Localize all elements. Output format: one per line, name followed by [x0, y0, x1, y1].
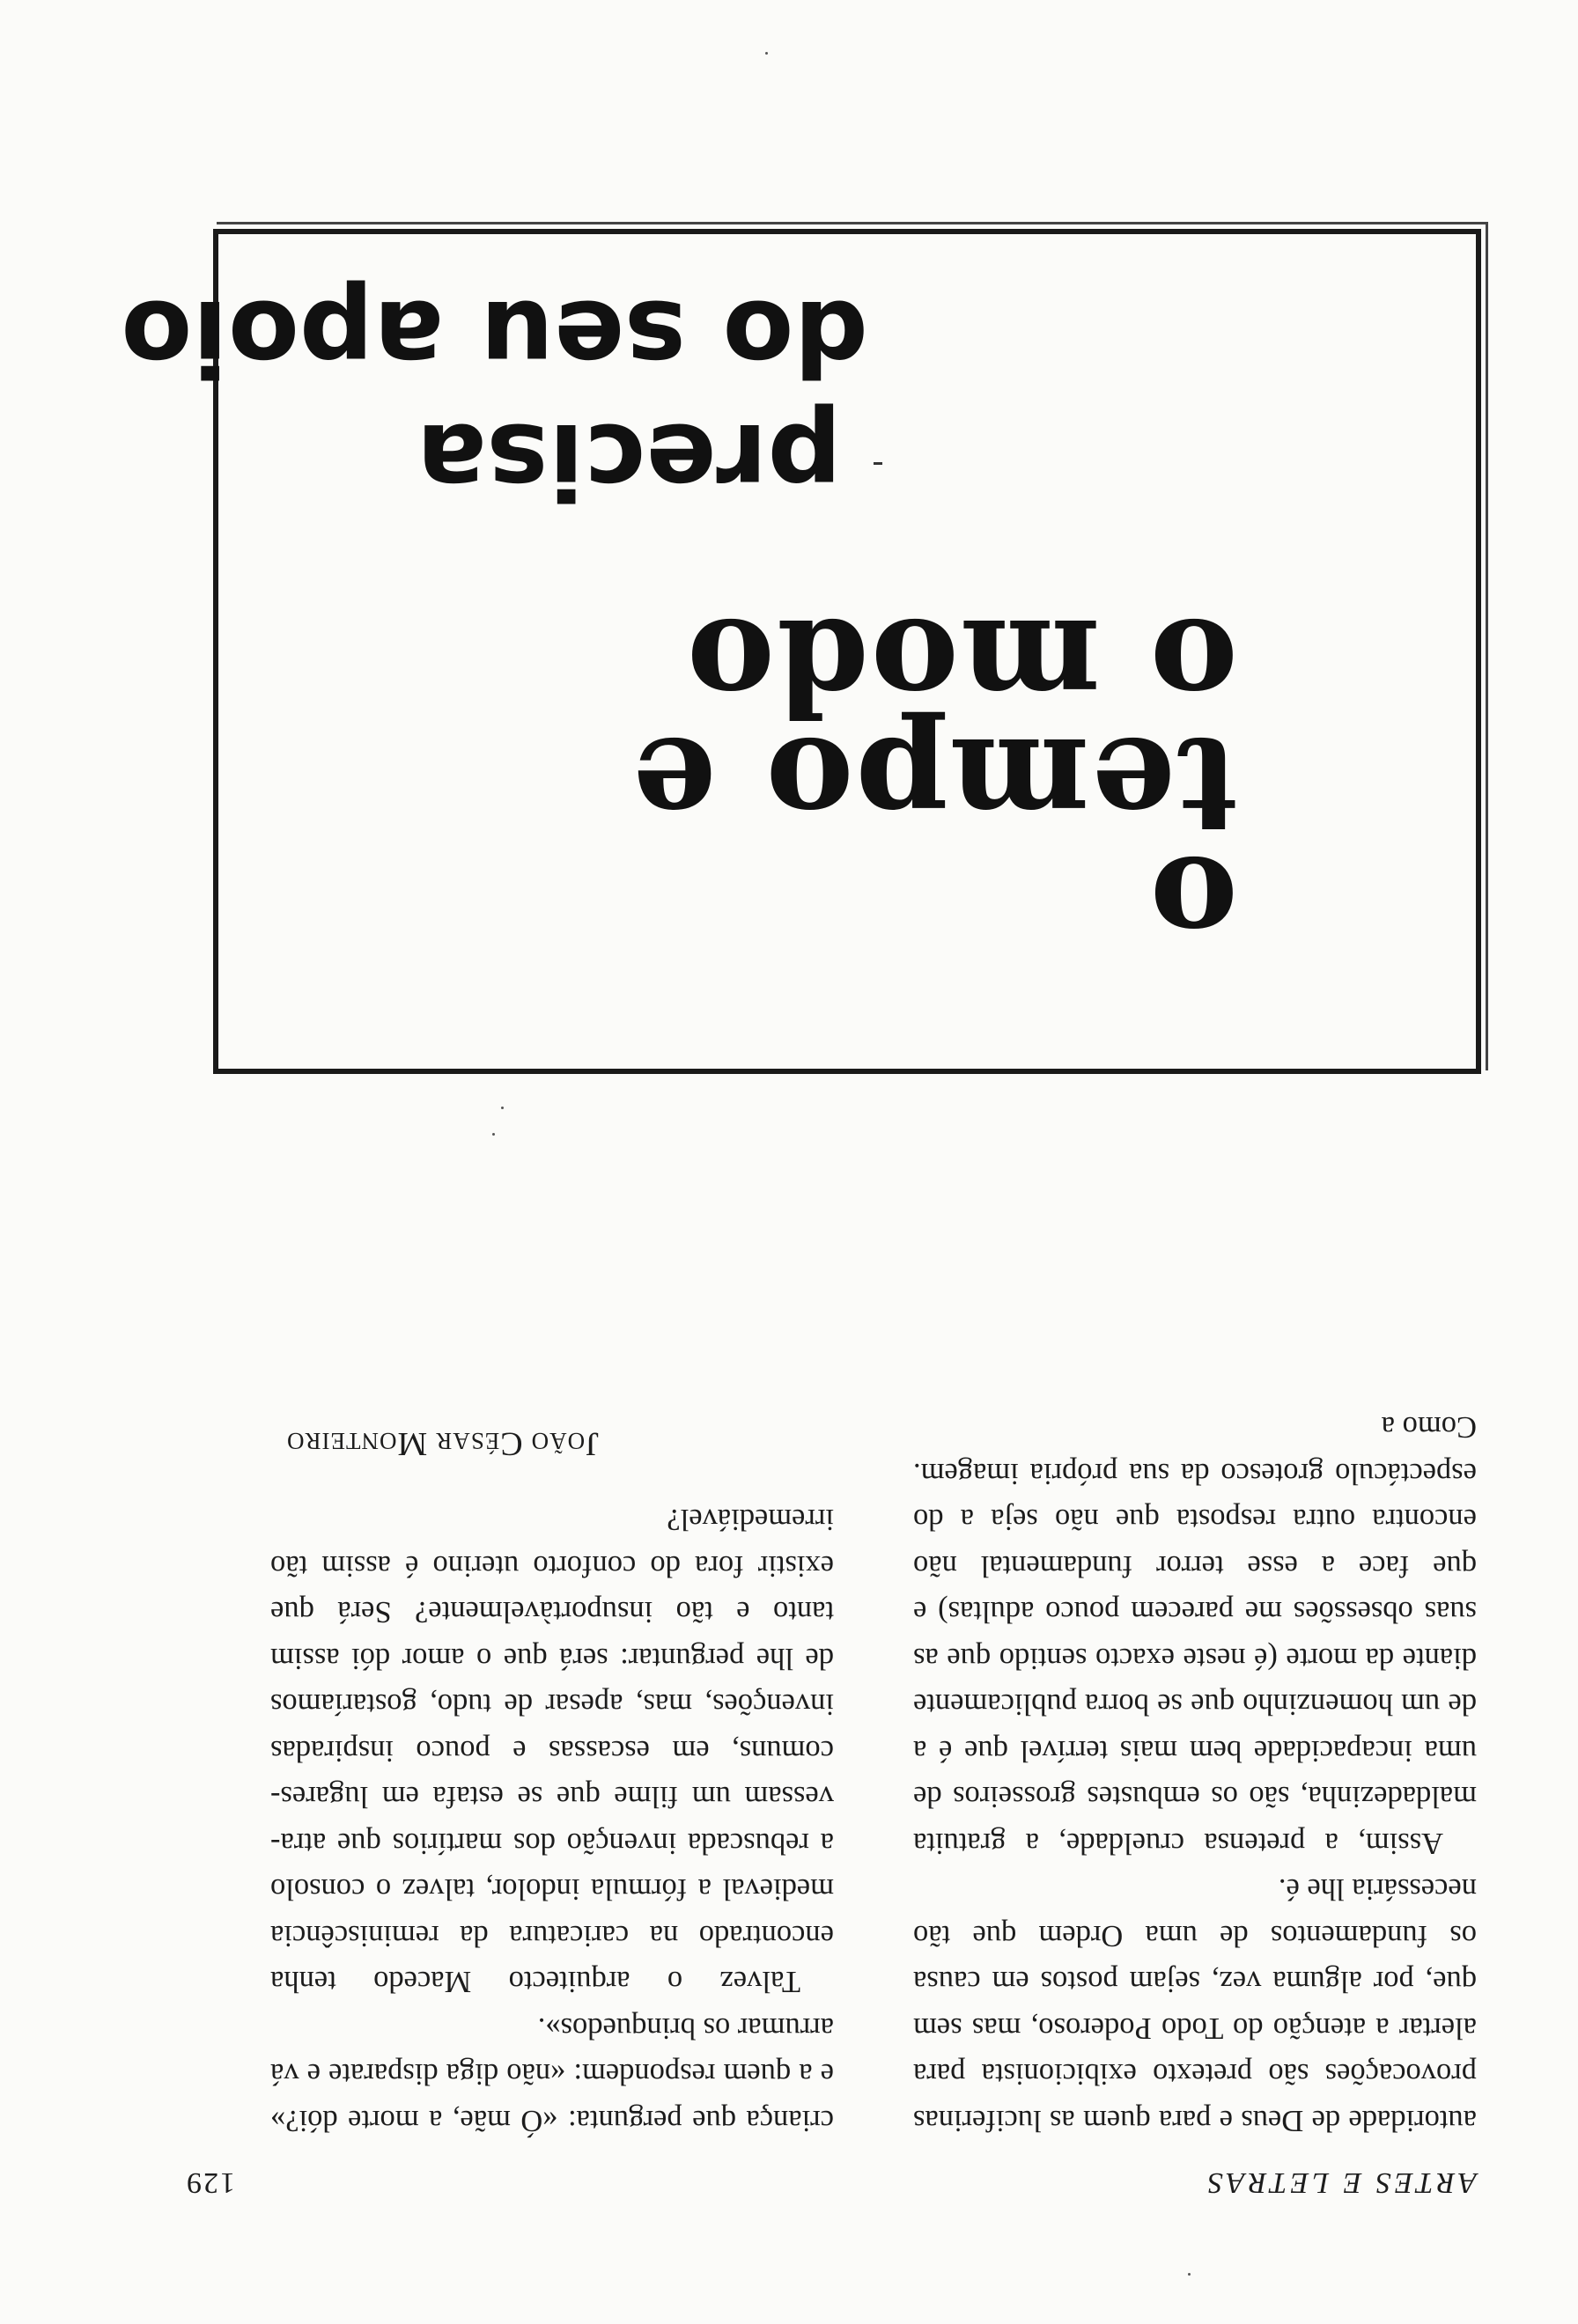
author-surname: Monteiro: [286, 1425, 428, 1462]
article-subtitle: [121, 276, 868, 523]
text-column-left: [913, 1404, 1477, 2144]
paragraph: criança que pergunta: «Ó mãe, a morte dói?» e a quem respondem: «não diga disparate e vá arrumar os brinquedos».: [270, 2011, 834, 2137]
author-byline: [270, 1420, 834, 1467]
print-mark: [874, 462, 882, 465]
paragraph: Assim, a pretensa crueldade, a gratuita maldadezinha, são os embustes grosseiros de uma incapacidade bem mais terrível que é a de um homenzinho que se borra publicamente diante da morte (é neste exacto sentido que as suas obsessões me parecem pouco adultas) e que face a esse terror fundamental não encontra outra resposta que não seja a do espectáculo grotesco da sua própria imagem. Como a: [913, 1410, 1477, 1860]
subtitle-line: do seu apoio: [121, 277, 868, 399]
page-number: 129: [185, 2166, 235, 2199]
print-speck: [765, 52, 768, 55]
running-title: ARTES E LETRAS: [1204, 2166, 1477, 2199]
print-speck: [492, 1133, 495, 1136]
paragraph: autoridade de Deus e para quem as luciferinas provocações são pretexto exibicionista para alertar a atenção do Todo Poderoso, mas sem que, por alguma vez, sejam postos em causa os fundamentos de uma Ordem que tão necessária lhe é.: [913, 1872, 1477, 2137]
title-line: tempo e: [630, 708, 1238, 863]
author-second-name: César: [435, 1425, 523, 1462]
print-speck: [1188, 2273, 1191, 2276]
subtitle-line: precisa: [417, 401, 842, 522]
title-line: o: [1147, 827, 1238, 982]
article-title: [630, 589, 1238, 982]
title-line: o modo: [685, 589, 1238, 744]
author-first-name: João: [530, 1425, 599, 1462]
paragraph: Talvez o arquitecto Macedo tenha encontrado na caricatura da reminiscência medieval a fórmula indolor, talvez o consolo a rebuscada invenção dos martírios que atravessam um filme que se estafa em lugares-comuns, em escassas e pouco inspiradas invenções, mas, apesar de tudo, gostaríamos de lhe perguntar: será que o amor dói assim tanto e tão insuportàvelmente? Será que existir fora do conforto uterino é assim tão irremediável?: [270, 1503, 834, 1999]
title-box: [121, 229, 1481, 1074]
text-column-right: [270, 1420, 834, 2144]
print-speck: [501, 1107, 504, 1109]
